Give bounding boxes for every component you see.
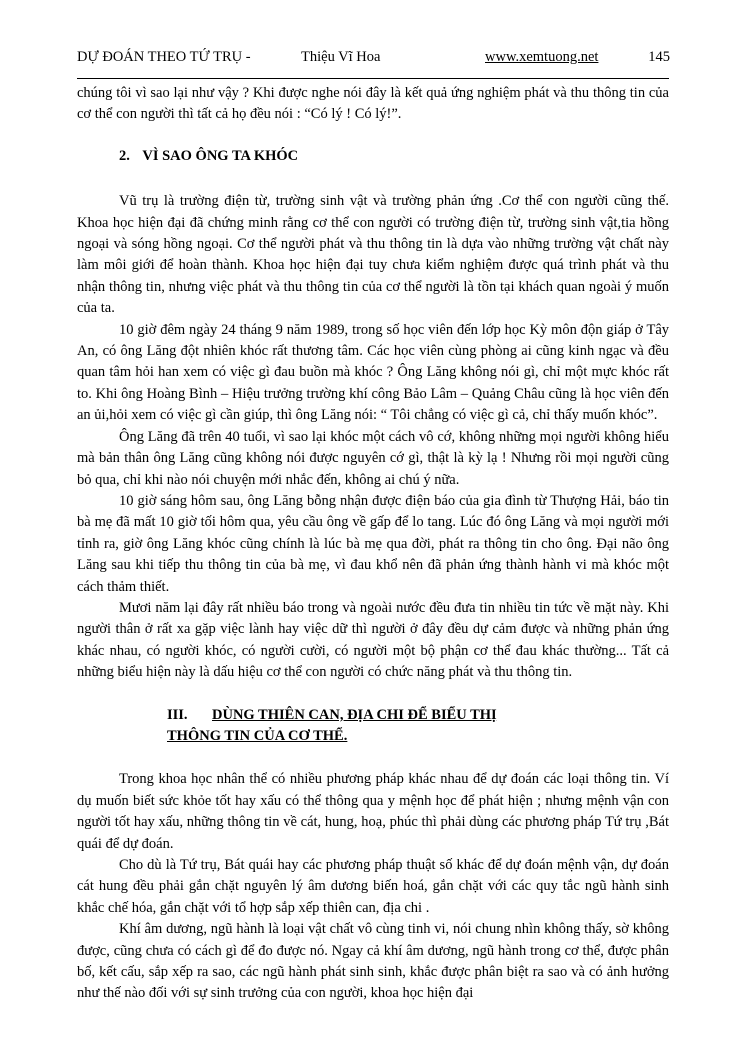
section-3-heading bbox=[167, 705, 669, 748]
paragraph: 10 giờ đêm ngày 24 tháng 9 năm 1989, trong số học viên đến lớp học Kỳ môn độn giáp ở Tây An, có ông Lăng đột nhiên khóc rất thương tâm. Các học viên cùng phòng ai cũng kinh ngạc và đều quan tâm hỏi han xem có việc gì đau buồn mà khóc ? Ông Lăng không nói gì, chỉ một mực khóc rất to. Khi ông Hoàng Bình – Hiệu trưởng trường khí công Bảo Lâm – Quảng Châu cũng là học viên đến an ủi,hỏi xem có việc gì cần giúp, thì ông Lăng nói: “ Tôi chẳng có việc gì cả, chỉ thấy muốn khóc”. bbox=[77, 321, 669, 424]
paragraph: Trong khoa học nhân thể có nhiều phương pháp khác nhau để dự đoán các loại thông tin. Ví dụ muốn biết sức khỏe tốt hay xấu có thể thông qua y mệnh học để phát hiện ; nhưng mệnh vận con người tốt hay xấu, những thông tin về cát, hung, hoạ, phúc thì phải dùng các phương pháp Tứ trụ ,Bát quái để dự đoán. bbox=[77, 771, 669, 852]
paragraph: Ông Lăng đã trên 40 tuổi, vì sao lại khóc một cách vô cớ, không những mọi người không hiểu mà bản thân ông Lăng cũng không nói được nguyên cớ gì, thật là kỳ lạ ! Nhưng rồi mọi người cũng bỏ qua, chỉ khi nào nói chuyện mới nhắc đến, không ai chú ý nữa. bbox=[77, 428, 669, 488]
paragraph: Vũ trụ là trường điện từ, trường sinh vật và trường phản ứng .Cơ thể con người cũng thế. Khoa học hiện đại đã chứng minh rằng cơ thể con người có trường điện từ, trường sinh vật,tia hồng ngoại và sóng hồng ngoại. Cơ thể người phát và thu thông tin là dựa vào những trường vật chất này làm môi giới để hoàn thành. Khoa học hiện đại tuy chưa kiểm nghiệm được quá trình phát và thu nhận thông tin, nhưng việc phát và thu thông tin của cơ thể người là tồn tại khách quan ngoài ý muốn của ta. bbox=[77, 193, 669, 317]
paragraph: Khí âm dương, ngũ hành là loại vật chất vô cùng tinh vi, nói chung nhìn không thấy, sờ không được, cũng chưa có cách gì để đo được nó. Ngay cả khí âm dương, ngũ hành trong cơ thể, được phân bố, kết cấu, sắp xếp ra sao, các ngũ hành phát sinh sinh, khắc được phân biệt ra sao và có ảnh hưởng như thế nào đối với sự sinh trưởng của con người, khoa học hiện đại bbox=[77, 921, 669, 1002]
page-number: 145 bbox=[648, 49, 670, 65]
opening-paragraph: chúng tôi vì sao lại như vậy ? Khi được nghe nói đây là kết quả ứng nghiệm phát và thu thông tin của cơ thể con người thì tất cả họ đều nói : “Có lý ! Có lý!”. bbox=[77, 85, 669, 123]
section-3-number: III. bbox=[167, 706, 188, 723]
section-2-heading bbox=[119, 146, 669, 167]
book-title: DỰ ĐOÁN THEO TỨ TRỤ - bbox=[77, 49, 251, 65]
section-3-title-line1: DÙNG THIÊN CAN, ĐỊA CHI ĐỂ BIỂU THỊ bbox=[212, 706, 497, 723]
header-divider bbox=[77, 78, 669, 79]
section-2-number: 2. bbox=[119, 147, 130, 164]
author-name: Thiệu Vĩ Hoa bbox=[301, 49, 381, 65]
page-body bbox=[77, 83, 669, 1005]
paragraph: 10 giờ sáng hôm sau, ông Lăng bỗng nhận được điện báo của gia đình từ Thượng Hải, báo tin bà mẹ đã mất 10 giờ tối hôm qua, yêu cầu ông về gấp để lo tang. Lúc đó ông Lăng và mọi người mới tỉnh ra, giờ ông Lăng khóc cũng chính là lúc bà mẹ qua đời, phát ra thông tin cho ông. Đại não ông Lăng sau khi tiếp thu thông tin của bà mẹ, vì đau khổ nên đã phản ứng thành hành vi mà khóc một cách thảm thiết. bbox=[77, 492, 669, 595]
website-link[interactable]: www.xemtuong.net bbox=[485, 49, 599, 65]
section-3-title-line2: THÔNG TIN CỦA CƠ THỂ. bbox=[167, 727, 348, 744]
section-2-title: VÌ SAO ÔNG TA KHÓC bbox=[142, 147, 299, 164]
running-header bbox=[77, 44, 672, 70]
paragraph: Cho dù là Tứ trụ, Bát quái hay các phương pháp thuật số khác để dự đoán mệnh vận, dự đoán cát hung đều phải gắn chặt nguyên lý âm dương biến hoá, gắn chặt với các quy tắc ngũ hành sinh khắc chế hóa, gắn chặt với tổ hợp sắp xếp thiên can, địa chi . bbox=[77, 857, 669, 916]
paragraph: Mươi năm lại đây rất nhiều báo trong và ngoài nước đều đưa tin nhiều tin tức về mặt này. Khi người thân ở rất xa gặp việc lành hay việc dữ thì người ở đây đều dự cảm được và những phản ứng khác nhau, có người khóc, có người cười, có người một bộ phận cơ thể đau khác thường... Tất cả những biểu hiện này là dấu hiệu cơ thể con người có chức năng phát và thu thông tin. bbox=[77, 599, 669, 681]
